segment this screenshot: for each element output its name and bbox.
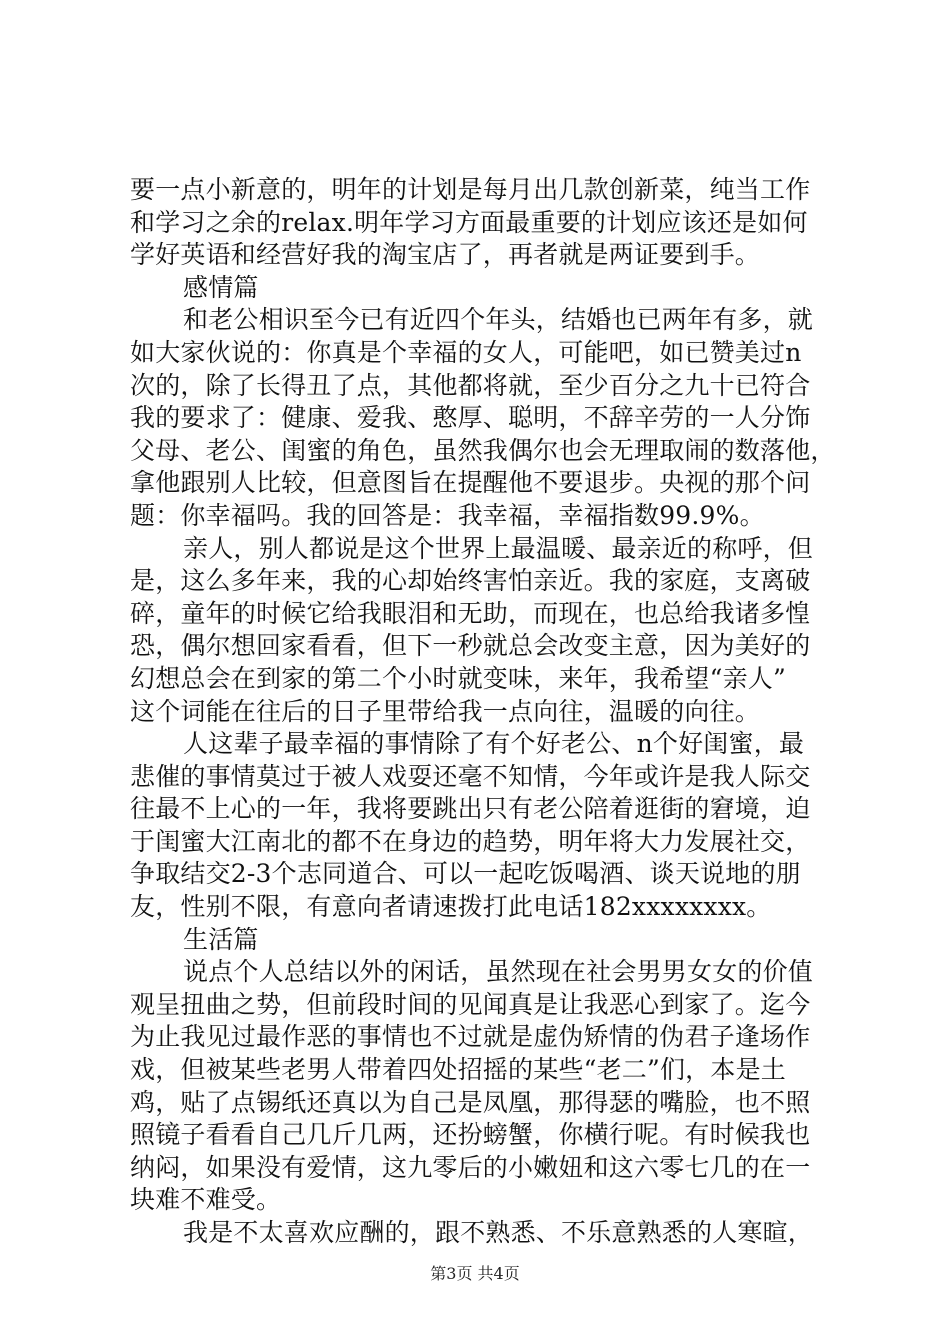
text-line: 我的要求了：健康、爱我、憨厚、聪明，不辞辛劳的一人分饰 [130,403,811,433]
text-line: 题：你幸福吗。我的回答是：我幸福，幸福指数99.9%。 [130,500,765,530]
text-line: 和学习之余的relax.明年学习方面最重要的计划应该还是如何 [130,207,808,237]
text-line: 观呈扭曲之势，但前段时间的见闻真是让我恶心到家了。迄今 [130,989,811,1019]
text-line: 鸡，贴了点锡纸还真以为自己是凤凰，那得瑟的嘴脸，也不照 [130,1087,811,1117]
document-body [130,174,836,1250]
text-line: 块难不难受。 [130,1185,282,1215]
text-line: 次的，除了长得丑了点，其他都将就，至少百分之九十已符合 [130,370,811,400]
text-line: 照镜子看看自己几斤几两，还扮螃蟹，你横行呢。有时候我也 [130,1120,811,1150]
text-line: 如大家伙说的：你真是个幸福的女人，可能吧，如已赞美过n [130,337,802,367]
text-line: 为止我见过最作恶的事情也不过就是虚伪矫情的伪君子逢场作 [130,1022,811,1052]
paragraph-start: 亲人，别人都说是这个世界上最温暖、最亲近的称呼，但 [183,533,814,563]
text-line: 幻想总会在到家的第二个小时就变味，来年，我希望“亲人” [130,663,786,693]
text-line: 碎，童年的时候它给我眼泪和无助，而现在，也总给我诸多惶 [130,598,811,628]
text-line: 悲催的事情莫过于被人戏耍还毫不知情，今年或许是我人际交 [130,761,811,791]
text-line: 往最不上心的一年，我将要跳出只有老公陪着逛街的窘境，迫 [130,794,811,824]
text-line: 要一点小新意的，明年的计划是每月出几款创新菜，纯当工作 [130,175,811,204]
text-line: 于闺蜜大江南北的都不在身边的趋势，明年将大力发展社交， [130,826,811,856]
text-line: 恐，偶尔想回家看看，但下一秒就总会改变主意，因为美好的 [130,631,811,661]
text-line: 学好英语和经营好我的淘宝店了，再者就是两证要到手。 [130,240,761,270]
paragraph-start: 和老公相识至今已有近四个年头，结婚也已两年有多，就 [183,305,814,335]
text-line: 友，性别不限，有意向者请速拨打此电话182xxxxxxxx。 [130,892,772,922]
paragraph-start: 说点个人总结以外的闲话，虽然现在社会男男女女的价值 [183,957,814,987]
section-heading-life: 生活篇 [183,924,259,954]
text-line: 这个词能在往后的日子里带给我一点向往，温暖的向往。 [130,696,761,726]
text-line: 争取结交2-3个志同道合、可以一起吃饭喝酒、谈天说地的朋 [130,859,801,889]
text-line: 父母、老公、闺蜜的角色，虽然我偶尔也会无理取闹的数落他， [130,435,836,465]
text-line: 纳闷，如果没有爱情，这九零后的小嫩妞和这六零七几的在一 [130,1152,811,1182]
text-line: 拿他跟别人比较，但意图旨在提醒他不要退步。央视的那个问 [130,468,811,498]
section-heading-emotion: 感情篇 [183,272,259,302]
page-footer: 第3页 共4页 [430,1264,520,1283]
text-line: 是，这么多年来，我的心却始终害怕亲近。我的家庭，支离破 [130,566,811,596]
paragraph-start: 人这辈子最幸福的事情除了有个好老公、n个好闺蜜，最 [183,729,805,759]
text-line: 戏，但被某些老男人带着四处招摇的某些“老二”们，本是土 [130,1055,786,1085]
paragraph-start: 我是不太喜欢应酬的，跟不熟悉、不乐意熟悉的人寒暄， [183,1218,814,1247]
